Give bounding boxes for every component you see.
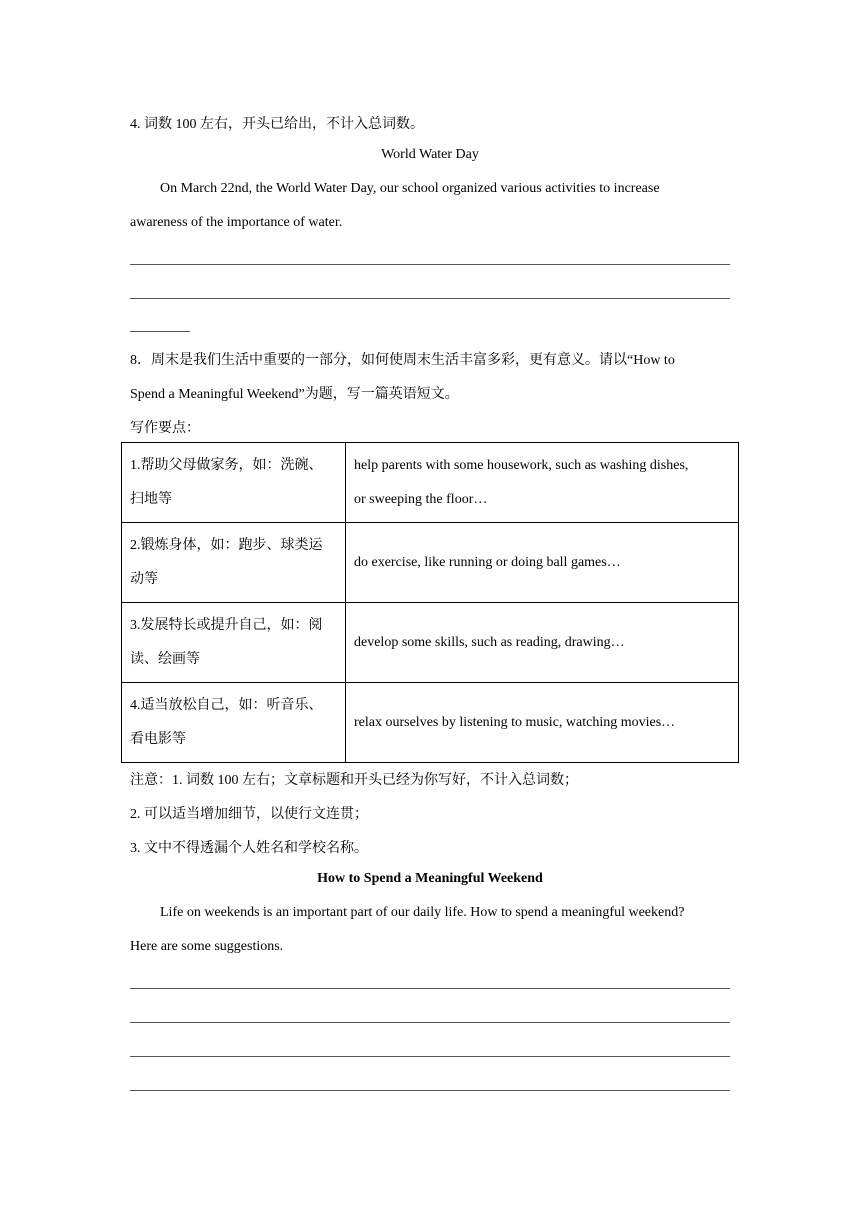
- point-en-cell: [346, 523, 739, 603]
- answer-line: [130, 298, 730, 299]
- points-heading: 写作要点：: [130, 421, 200, 436]
- point-en-cell: [346, 443, 739, 523]
- point-en-cell: [346, 603, 739, 683]
- point-cn-cell: [122, 443, 346, 523]
- point-cn-line: 4.适当放松自己，如：听音乐、: [130, 697, 323, 713]
- task4-opening-line2: awareness of the importance of water.: [130, 215, 343, 230]
- task4-title: World Water Day: [381, 147, 479, 162]
- task4-instruction: 4. 词数 100 左右，开头已给出，不计入总词数。: [130, 117, 424, 132]
- essay-opening-line1: Life on weekends is an important part of our daily life. How to spend a meaningful weekend?: [160, 905, 685, 920]
- point-en-line: develop some skills, such as reading, drawing…: [354, 634, 625, 650]
- answer-line: [130, 264, 730, 265]
- point-en-line: or sweeping the floor…: [354, 492, 488, 507]
- point-en-line: help parents with some housework, such as washing dishes,: [354, 458, 689, 473]
- note-line: 3. 文中不得透漏个人姓名和学校名称。: [130, 841, 368, 856]
- writing-points-table: [121, 442, 739, 763]
- point-en-line: do exercise, like running or doing ball games…: [354, 554, 621, 570]
- task4-opening-line1: On March 22nd, the World Water Day, our school organized various activities to increase: [160, 181, 660, 196]
- answer-line: [130, 1022, 730, 1023]
- point-en-line: relax ourselves by listening to music, watching movies…: [354, 714, 676, 730]
- task8-prompt-line2: Spend a Meaningful Weekend”为题，写一篇英语短文。: [130, 387, 459, 402]
- point-cn-cell: [122, 523, 346, 603]
- point-cn-line: 读、绘画等: [130, 651, 200, 667]
- point-cn-cell: [122, 603, 346, 683]
- answer-line: [130, 988, 730, 989]
- answer-line: [130, 1056, 730, 1057]
- point-cn-line: 3.发展特长或提升自己，如：阅: [130, 617, 323, 633]
- answer-line: [130, 1090, 730, 1091]
- note-line: 2. 可以适当增加细节，以使行文连贯；: [130, 807, 368, 822]
- essay-title: How to Spend a Meaningful Weekend: [317, 871, 543, 886]
- point-cn-line: 1.帮助父母做家务，如：洗碗、: [130, 458, 323, 473]
- point-en-cell: [346, 683, 739, 763]
- task8-prompt-line1: 8．周末是我们生活中重要的一部分，如何使周末生活丰富多彩，更有意义。请以“How to: [130, 353, 675, 368]
- point-cn-line: 2.锻炼身体，如：跑步、球类运: [130, 537, 323, 553]
- point-cn-cell: [122, 683, 346, 763]
- table-row: [122, 683, 739, 763]
- point-cn-line: 扫地等: [130, 492, 172, 507]
- answer-line: [130, 331, 190, 332]
- point-cn-line: 动等: [130, 571, 158, 587]
- note-line: 注意：1. 词数 100 左右；文章标题和开头已经为你写好，不计入总词数；: [130, 773, 578, 788]
- point-cn-line: 看电影等: [130, 731, 186, 747]
- table-row: [122, 523, 739, 603]
- table-row: [122, 443, 739, 523]
- table-row: [122, 603, 739, 683]
- essay-opening-line2: Here are some suggestions.: [130, 939, 284, 954]
